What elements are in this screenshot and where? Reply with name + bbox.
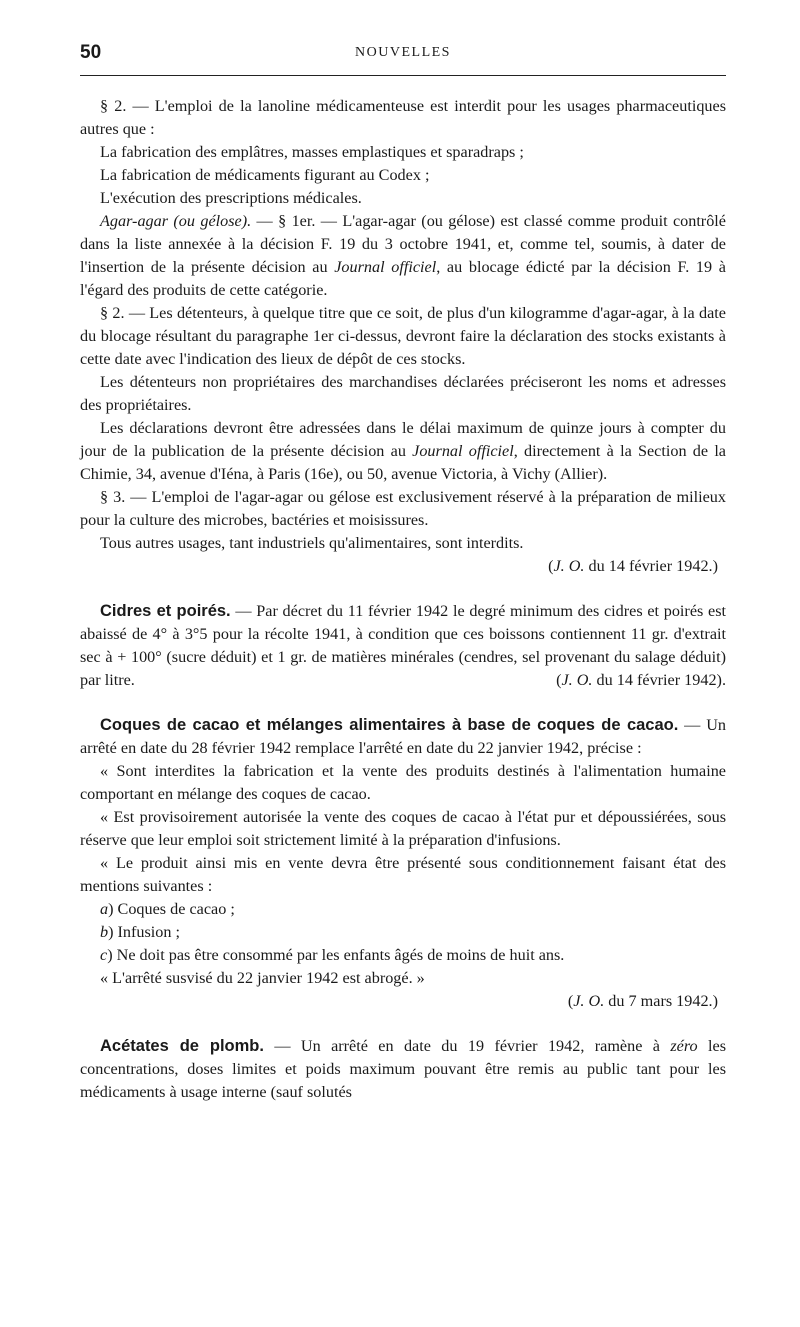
- cacao-source: (J. O. du 7 mars 1942.): [567, 992, 718, 1010]
- cacao-item-a-text: ) Coques de cacao ;: [108, 900, 235, 918]
- cacao-quote-4: « L'arrêté susvisé du 22 janvier 1942 est abrogé. »: [100, 969, 425, 987]
- cidres-title: Cidres et poirés.: [100, 602, 231, 620]
- lanoline-item-2: La fabrication de médicaments figurant au Codex ;: [100, 166, 430, 184]
- header-rule: [80, 75, 726, 76]
- cacao-source-date: du 7 mars 1942.): [604, 992, 718, 1010]
- agar-source-jo: J. O.: [553, 557, 585, 575]
- cacao-item-c: [80, 944, 726, 967]
- lanoline-paragraph: § 2. — L'emploi de la lanoline médicamenteuse est interdit pour les usages pharmaceutiques autres que :: [80, 97, 726, 138]
- cacao-item-a-letter: a: [100, 900, 109, 918]
- cidres-text: — Par décret du 11 février 1942 le degré minimum des cidres et poirés est abaissé de 4° à 3°5 pour la récolte 1941, à condition que ces boissons contiennent 11 gr. d'extrait sec à + 100° (sucre déduit) et 1 gr. de matières minérales (cendres, sel provenant du salage déduit) par litre.: [80, 602, 727, 689]
- cacao-quote-1: « Sont interdites la fabrication et la vente des produits destinés à l'alimentation humaine comportant en mélange des coques de cacao.: [80, 762, 726, 803]
- acetates-text-start: — Un arrêté en date du 19 février 1942, ramène à: [263, 1037, 671, 1055]
- acetates-title: Acétates de plomb.: [100, 1037, 264, 1055]
- acetates-text-end: les concentrations, doses limites et poids maximum pouvant être remis au public tant pour les médicaments à usage interne (sauf solutés: [80, 1037, 726, 1101]
- agar-text-1: — § 1er. — L'agar-agar (ou gélose) est classé comme produit contrôlé dans la liste annexée à la décision F. 19 du 3 octobre 1941, et, comme tel, soumis, à dater de l'insertion de la présente décision au: [80, 212, 726, 276]
- cacao-item-a: [80, 898, 726, 921]
- agar-text-4: Les déclarations devront être adressées dans le délai maximum de quinze jours à compter du jour de la publication de la présente décision au: [80, 419, 726, 460]
- acetates-paragraph: [80, 1035, 726, 1104]
- journal-officiel-ref: Journal officiel: [334, 258, 437, 276]
- cacao-item-b-letter: b: [100, 923, 109, 941]
- lanoline-item-3: L'exécution des prescriptions médicales.: [100, 189, 362, 207]
- acetates-zero: zéro: [670, 1037, 698, 1055]
- running-title: NOUVELLES: [355, 45, 451, 60]
- cacao-title: Coques de cacao et mélanges alimentaires à base de coques de cacao.: [100, 716, 679, 734]
- cacao-item-c-text: ) Ne doit pas être consommé par les enfants âgés de moins de huit ans.: [107, 946, 565, 964]
- cacao-item-b-text: ) Infusion ;: [108, 923, 181, 941]
- agar-paragraph-1: [80, 210, 726, 302]
- agar-paragraph-3: Les détenteurs non propriétaires des marchandises déclarées préciseront les noms et adresses des propriétaires.: [80, 373, 726, 414]
- journal-officiel-ref-2: Journal officiel: [412, 442, 514, 460]
- agar-paragraph-6: Tous autres usages, tant industriels qu'alimentaires, sont interdits.: [100, 534, 524, 552]
- agar-source-date: du 14 février 1942.: [584, 557, 713, 575]
- agar-paragraph-4: [80, 417, 726, 486]
- cacao-quote-2: « Est provisoirement autorisée la vente des coques de cacao à l'état pur et dépoussiérées, sous réserve que leur emploi soit strictement limité à la préparation d'infusions.: [80, 808, 726, 849]
- cacao-paragraph: [80, 714, 726, 760]
- page-header: [80, 40, 726, 76]
- cacao-item-c-letter: c: [100, 946, 108, 964]
- agar-paragraph-2: § 2. — Les détenteurs, à quelque titre que ce soit, de plus d'un kilogramme d'agar-agar, à la date du blocage résultant du paragraphe 1er ci-dessus, devront faire la déclaration des stocks existants à cette date avec l'indication des lieux de dépôt de ces stocks.: [80, 304, 726, 368]
- agar-title: Agar-agar (ou gélose).: [100, 212, 252, 230]
- agar-source: (J. O. du 14 février 1942.): [548, 557, 718, 575]
- cacao-intro: — Un arrêté en date du 28 février 1942 remplace l'arrêté en date du 22 janvier 1942, précise :: [80, 716, 726, 757]
- cacao-item-b: [80, 921, 726, 944]
- cidres-source: (J. O. du 14 février 1942).: [556, 671, 726, 689]
- cacao-quote-3: « Le produit ainsi mis en vente devra être présenté sous conditionnement faisant état des mentions suivantes :: [80, 854, 726, 895]
- cidres-source-jo: J. O.: [561, 671, 593, 689]
- agar-text-1-end: , au blocage édicté par la décision F. 19 à l'égard des produits de cette catégorie.: [80, 258, 726, 299]
- cidres-source-date: du 14 février 1942).: [592, 671, 726, 689]
- article-body: [80, 95, 726, 1104]
- lanoline-item-1: La fabrication des emplâtres, masses emplastiques et sparadraps ;: [100, 143, 524, 161]
- agar-text-4-end: , directement à la Section de la Chimie, 34, avenue d'Iéna, à Paris (16e), ou 50, avenue Victoria, à Vichy (Allier).: [80, 442, 726, 483]
- cacao-source-jo: J. O.: [573, 992, 605, 1010]
- cidres-paragraph: [80, 600, 726, 692]
- agar-paragraph-5: § 3. — L'emploi de l'agar-agar ou gélose est exclusivement réservé à la préparation de milieux pour la culture des microbes, bactéries et moisissures.: [80, 488, 726, 529]
- page-number: 50: [80, 42, 102, 63]
